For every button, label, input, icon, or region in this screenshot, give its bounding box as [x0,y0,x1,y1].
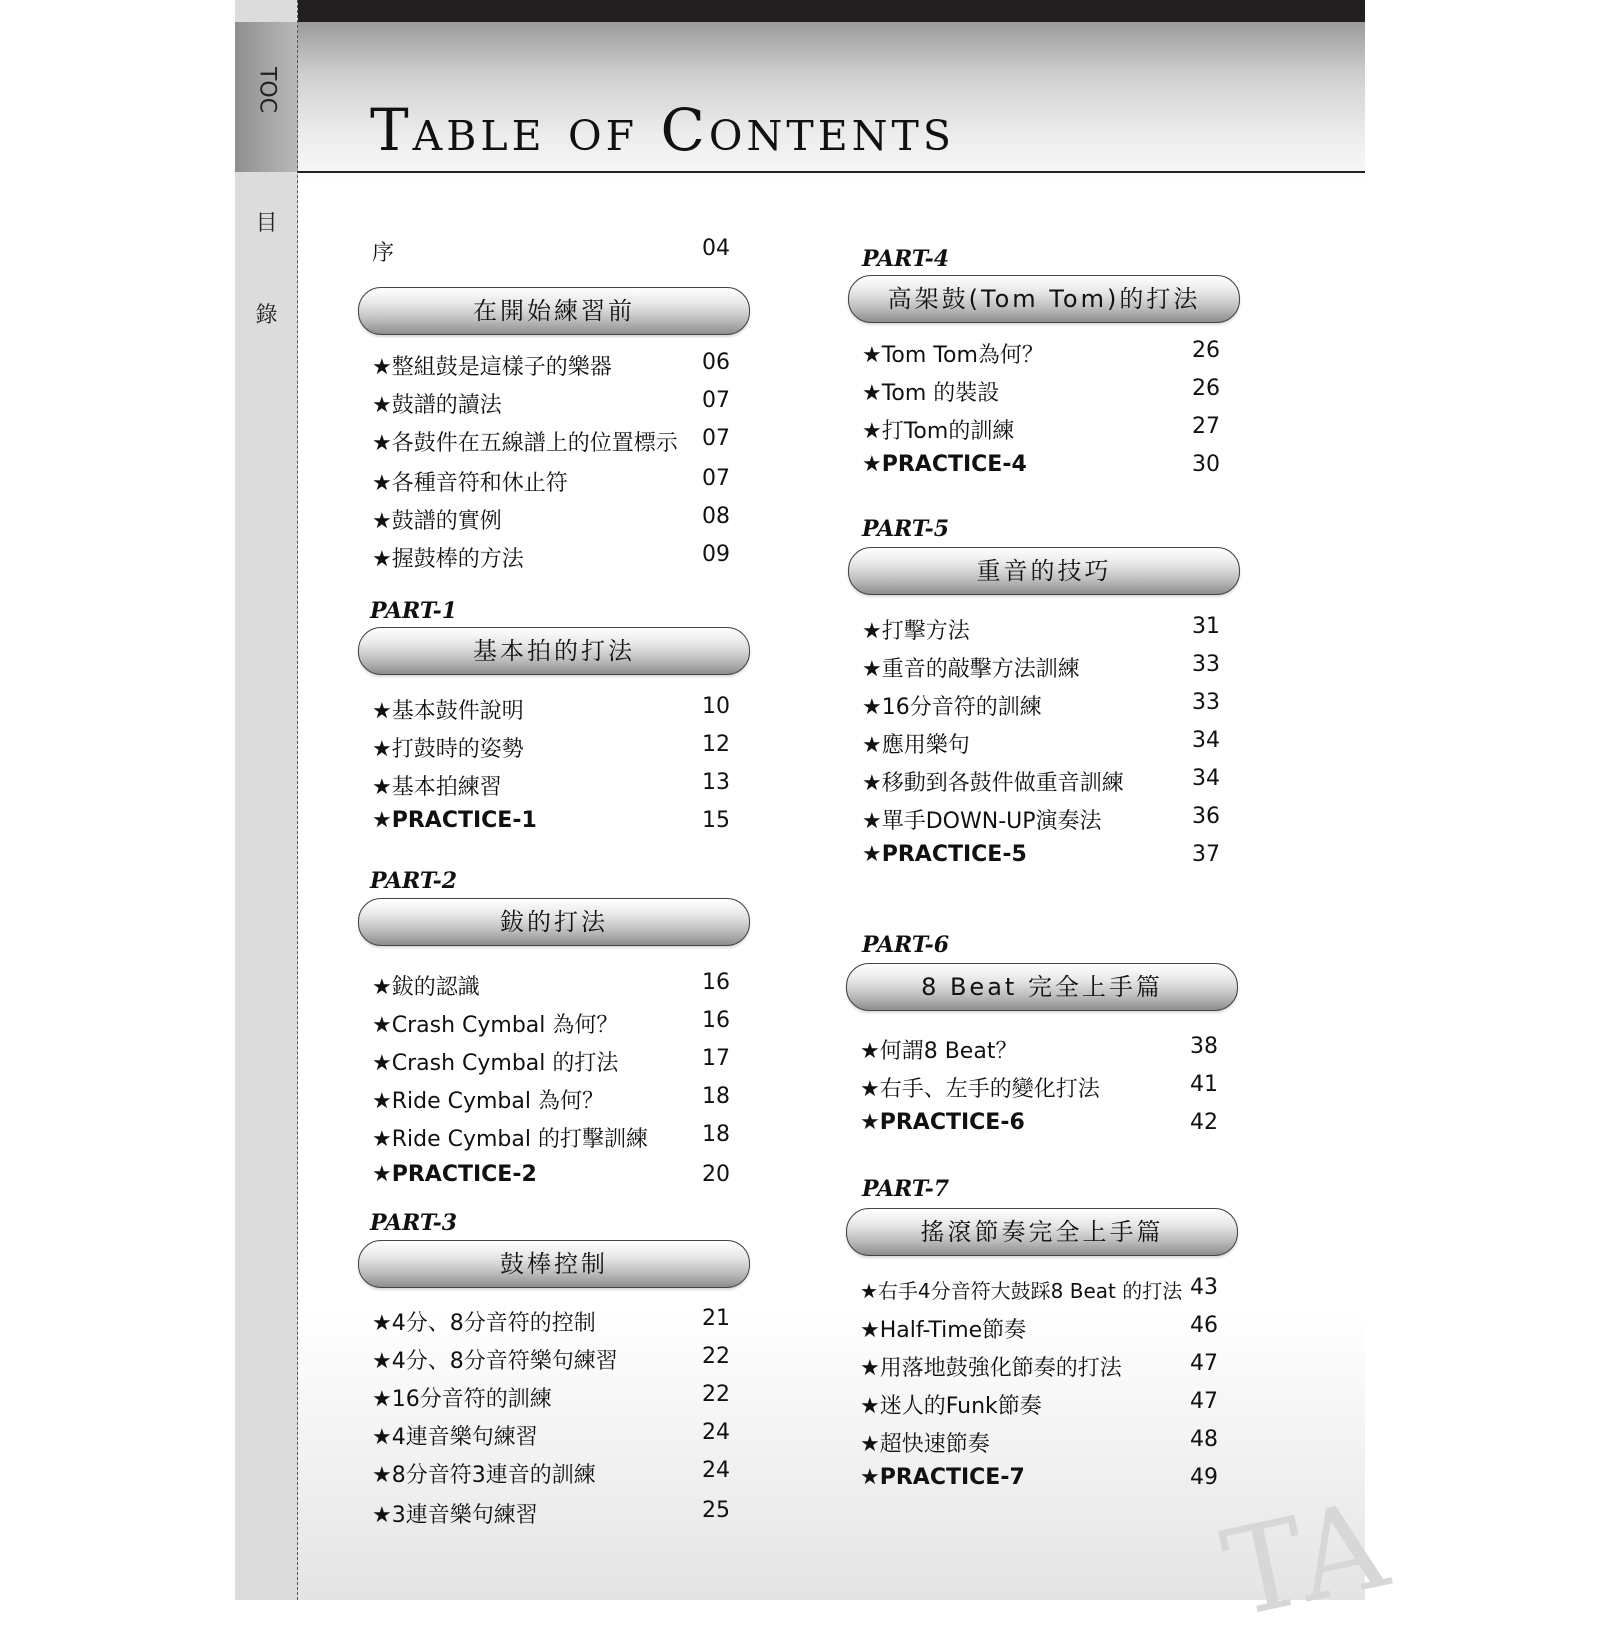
entry-label: ★何謂8 Beat？ [860,1039,1018,1064]
entry-label: ★整組鼓是這樣子的樂器 [372,355,612,380]
entry-page: 20 [702,1162,730,1187]
entry-label: ★右手、左手的變化打法 [860,1077,1100,1102]
toc-entry[interactable] [860,1351,1218,1382]
entry-page: 06 [702,350,730,375]
sidebar-toc-label: TOC [254,66,280,114]
entry-page: 25 [702,1498,730,1523]
entry-page: 31 [1192,614,1220,639]
entry-page: 07 [702,426,730,451]
toc-entry[interactable] [372,466,730,497]
entry-page: 33 [1192,690,1220,715]
entry-page: 47 [1190,1351,1218,1376]
entry-label: ★PRACTICE-4 [862,452,1027,477]
entry-page: 38 [1190,1034,1218,1059]
toc-entry[interactable] [372,732,730,763]
toc-entry[interactable] [372,970,730,1001]
toc-entry[interactable] [862,728,1220,759]
toc-entry[interactable] [372,388,730,419]
entry-page: 21 [702,1306,730,1331]
toc-entry[interactable] [372,1420,730,1451]
toc-entry[interactable] [862,652,1220,683]
entry-label: ★Half-Time節奏 [860,1318,1027,1343]
entry-label: ★PRACTICE-7 [860,1465,1025,1490]
toc-entry[interactable] [862,804,1220,835]
section-heading-part3: 鼓棒控制 [358,1240,750,1288]
entry-label: ★4分、8分音符樂句練習 [372,1349,618,1374]
entry-page: 34 [1192,728,1220,753]
sidebar-mu: 目 [255,211,278,236]
entry-page: 10 [702,694,730,719]
toc-entry[interactable] [862,614,1220,645]
toc-entry[interactable] [862,690,1220,721]
toc-entry[interactable] [372,1458,730,1489]
toc-entry[interactable] [862,766,1220,797]
page-title: Table of Contents [370,96,955,164]
entry-page: 30 [1192,452,1220,477]
sidebar-separator [297,0,298,1600]
entry-page: 13 [702,770,730,795]
part-label-5: PART-5 [862,516,950,542]
section-heading-part2: 鈸的打法 [358,898,750,946]
entry-page: 18 [702,1122,730,1147]
entry-label: ★打擊方法 [862,619,970,644]
entry-page: 47 [1190,1389,1218,1414]
entry-page: 24 [702,1420,730,1445]
section-heading-part5: 重音的技巧 [848,547,1240,595]
entry-label: ★16分音符的訓練 [862,695,1042,720]
toc-entry[interactable] [372,1008,730,1039]
entry-page: 07 [702,388,730,413]
entry-page: 17 [702,1046,730,1071]
toc-entry[interactable] [862,452,1220,477]
toc-entry[interactable] [862,338,1220,369]
toc-entry[interactable] [372,694,730,725]
entry-page: 34 [1192,766,1220,791]
entry-label: ★移動到各鼓件做重音訓練 [862,771,1124,796]
part-label-7: PART-7 [862,1176,950,1202]
toc-entry[interactable] [372,1306,730,1337]
toc-entry[interactable] [860,1389,1218,1420]
entry-label: ★基本拍練習 [372,775,502,800]
toc-entry[interactable] [860,1034,1218,1065]
entry-page: 24 [702,1458,730,1483]
entry-label: ★PRACTICE-1 [372,808,537,833]
entry-label: ★4分、8分音符的控制 [372,1311,596,1336]
entry-label: ★Tom 的裝設 [862,381,1000,406]
toc-entry[interactable] [372,1382,730,1413]
toc-entry[interactable] [862,842,1220,867]
entry-label: ★PRACTICE-6 [860,1110,1025,1135]
entry-label: ★3連音樂句練習 [372,1503,538,1528]
entry-label: ★右手4分音符大鼓踩8 Beat 的打法 [860,1279,1183,1303]
entry-page: 04 [702,236,730,261]
entry-page: 22 [702,1344,730,1369]
toc-entry[interactable] [372,1084,730,1115]
entry-page: 43 [1190,1275,1218,1300]
toc-page [235,0,1398,1645]
top-bar [235,0,1365,22]
entry-page: 22 [702,1382,730,1407]
part-label-3: PART-3 [370,1210,458,1236]
entry-page: 09 [702,542,730,567]
entry-page: 18 [702,1084,730,1109]
entry-label: ★鈸的認識 [372,975,480,1000]
entry-label: ★各種音符和休止符 [372,471,568,496]
entry-page: 08 [702,504,730,529]
entry-label: ★4連音樂句練習 [372,1425,538,1450]
entry-label: ★打Tom的訓練 [862,419,1015,444]
entry-label: ★Tom Tom為何？ [862,343,1044,368]
entry-page: 26 [1192,338,1220,363]
entry-page: 46 [1190,1313,1218,1338]
entry-page: 16 [702,970,730,995]
toc-entry[interactable] [372,808,730,833]
toc-entry[interactable] [860,1313,1218,1344]
entry-label: ★單手DOWN-UP演奏法 [862,809,1102,834]
entry-label: ★Crash Cymbal 的打法 [372,1051,619,1076]
part-label-4: PART-4 [862,246,950,272]
entry-label: 序 [372,241,395,266]
toc-entry[interactable] [372,1344,730,1375]
toc-entry[interactable] [860,1427,1218,1458]
entry-page: 33 [1192,652,1220,677]
entry-page: 12 [702,732,730,757]
entry-page: 37 [1192,842,1220,867]
part-label-1: PART-1 [370,598,458,624]
entry-label: ★重音的敲擊方法訓練 [862,657,1080,682]
entry-label: ★8分音符3連音的訓練 [372,1463,596,1488]
entry-label: ★應用樂句 [862,733,970,758]
entry-label: ★鼓譜的實例 [372,509,502,534]
entry-label: ★迷人的Funk節奏 [860,1394,1042,1419]
entry-label: ★Ride Cymbal 為何？ [372,1089,604,1114]
sidebar-lu: 錄 [255,303,278,328]
entry-label: ★PRACTICE-5 [862,842,1027,867]
toc-entry[interactable] [372,350,730,381]
entry-page: 41 [1190,1072,1218,1097]
entry-page: 27 [1192,414,1220,439]
section-heading-part7: 搖滾節奏完全上手篇 [846,1208,1238,1256]
entry-label: ★握鼓棒的方法 [372,547,524,572]
toc-entry[interactable] [372,1046,730,1077]
toc-entry[interactable] [862,414,1220,445]
toc-entry[interactable] [860,1275,1218,1304]
entry-label: ★Crash Cymbal 為何？ [372,1013,619,1038]
sidebar [235,0,298,1600]
entry-label: ★16分音符的訓練 [372,1387,552,1412]
entry-label: ★基本鼓件說明 [372,699,524,724]
toc-entry[interactable] [372,1122,730,1153]
entry-page: 15 [702,808,730,833]
entry-label: ★打鼓時的姿勢 [372,737,524,762]
toc-entry[interactable] [372,542,730,573]
part-label-6: PART-6 [862,932,950,958]
entry-label: ★Ride Cymbal 的打擊訓練 [372,1127,648,1152]
entry-page: 26 [1192,376,1220,401]
section-heading-part4: 高架鼓(Tom Tom)的打法 [848,275,1240,323]
toc-entry[interactable] [860,1465,1218,1490]
toc-entry[interactable] [862,376,1220,407]
toc-entry[interactable] [372,1162,730,1187]
toc-entry[interactable] [860,1072,1218,1103]
toc-entry[interactable] [372,1498,730,1529]
entry-page: 16 [702,1008,730,1033]
section-heading-part1: 基本拍的打法 [358,627,750,675]
entry-page: 48 [1190,1427,1218,1452]
entry-label: ★用落地鼓強化節奏的打法 [860,1356,1122,1381]
toc-entry[interactable] [372,426,730,457]
section-heading-part6: 8 Beat 完全上手篇 [846,963,1238,1011]
entry-label: ★各鼓件在五線譜上的位置標示 [372,431,678,456]
part-label-2: PART-2 [370,868,458,894]
watermark: TA [1212,1475,1398,1645]
entry-page: 49 [1190,1465,1218,1490]
entry-page: 36 [1192,804,1220,829]
toc-entry-preface[interactable] [372,236,732,267]
entry-label: ★PRACTICE-2 [372,1162,537,1187]
toc-entry[interactable] [860,1110,1218,1135]
header-rule [298,171,1365,173]
toc-entry[interactable] [372,770,730,801]
section-heading-intro: 在開始練習前 [358,287,750,335]
entry-page: 07 [702,466,730,491]
toc-entry[interactable] [372,504,730,535]
entry-page: 42 [1190,1110,1218,1135]
entry-label: ★鼓譜的讀法 [372,393,502,418]
entry-label: ★超快速節奏 [860,1432,990,1457]
